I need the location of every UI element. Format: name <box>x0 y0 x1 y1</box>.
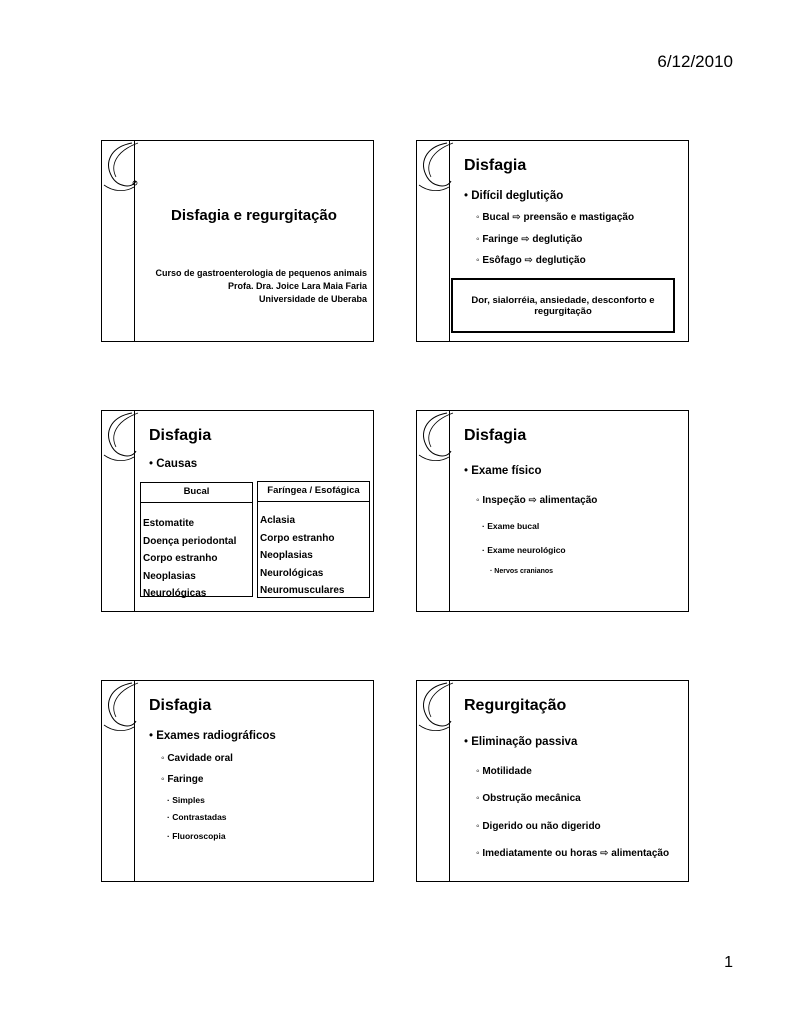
causes-column-faringea-esofagica <box>257 481 370 598</box>
sub-sub-item: · Exame bucal <box>482 521 539 531</box>
sub-item: ◦ Inspeção ⇨ alimentação <box>476 495 597 506</box>
bullet-item: • Eliminação passiva <box>464 736 577 748</box>
sub-item: ◦ Cavidade oral <box>161 753 233 764</box>
slide-title: Disfagia e regurgitação <box>171 207 337 224</box>
slide-title: Disfagia <box>464 157 527 174</box>
bullet-item: • Exame físico <box>464 465 542 477</box>
cause-item: Neoplasias <box>260 550 313 561</box>
callout-box: Dor, sialorréia, ansiedade, desconforto e regurgitação <box>451 278 675 333</box>
sub-sub-item: · Simples <box>167 795 205 805</box>
slide-title: Regurgitação <box>464 697 567 714</box>
slide-6 <box>416 680 689 882</box>
cause-item: Neurológicas <box>143 588 207 599</box>
cause-item: Neoplasias <box>143 570 196 582</box>
page-number: 1 <box>724 954 733 971</box>
bullet-item: • Causas <box>149 458 197 470</box>
cause-item: Estomatite <box>143 518 195 529</box>
print-date: 6/12/2010 <box>657 52 733 71</box>
slide-3 <box>101 410 374 612</box>
sub-sub-item: · Fluoroscopia <box>167 831 226 841</box>
sub-item: ◦ Faringe ⇨ deglutição <box>476 234 582 245</box>
sub-item: ◦ Bucal ⇨ preensão e mastigação <box>476 212 634 223</box>
sub-item: ◦ Digerido ou não digerido <box>476 821 601 832</box>
sub-sub-item: · Contrastadas <box>167 812 227 822</box>
sub-sub-sub-item: · Nervos cranianos <box>490 568 553 575</box>
cause-item: Corpo estranho <box>260 532 335 544</box>
sub-item: ◦ Esôfago ⇨ deglutição <box>476 255 586 266</box>
slide-title: Disfagia <box>149 427 212 444</box>
institution-name: Universidade de Uberaba <box>258 294 367 304</box>
bullet-item: • Exames radiográficos <box>149 730 276 742</box>
cause-item: Aclasia <box>260 515 296 526</box>
sub-item: ◦ Imediatamente ou horas ⇨ alimentação <box>476 848 669 859</box>
slide-5 <box>101 680 374 882</box>
cause-item: Neurológicas <box>260 567 324 579</box>
slide-title: Disfagia <box>464 427 527 444</box>
sub-item: ◦ Motilidade <box>476 766 532 777</box>
slide-4 <box>416 410 689 612</box>
slide-credits <box>155 267 367 306</box>
slide-title: Disfagia <box>149 697 212 714</box>
sub-item: ◦ Faringe <box>161 774 203 785</box>
sub-item: ◦ Obstrução mecânica <box>476 793 581 804</box>
cause-item: Doença periodontal <box>143 535 237 547</box>
course-name: Curso de gastroenterologia de pequenos animais <box>155 268 367 278</box>
slide-2 <box>416 140 689 342</box>
cause-item: Neuromusculares <box>260 585 345 596</box>
sub-sub-item: · Exame neurológico <box>482 545 566 555</box>
column-header: Faríngea / Esofágica <box>258 482 369 502</box>
bullet-item: • Difícil deglutição <box>464 190 563 202</box>
cause-item: Corpo estranho <box>143 553 218 564</box>
author-name: Profa. Dra. Joice Lara Maia Faria <box>227 281 367 291</box>
slide-1 <box>101 140 374 342</box>
causes-column-bucal <box>140 482 253 597</box>
column-header: Bucal <box>141 483 252 503</box>
